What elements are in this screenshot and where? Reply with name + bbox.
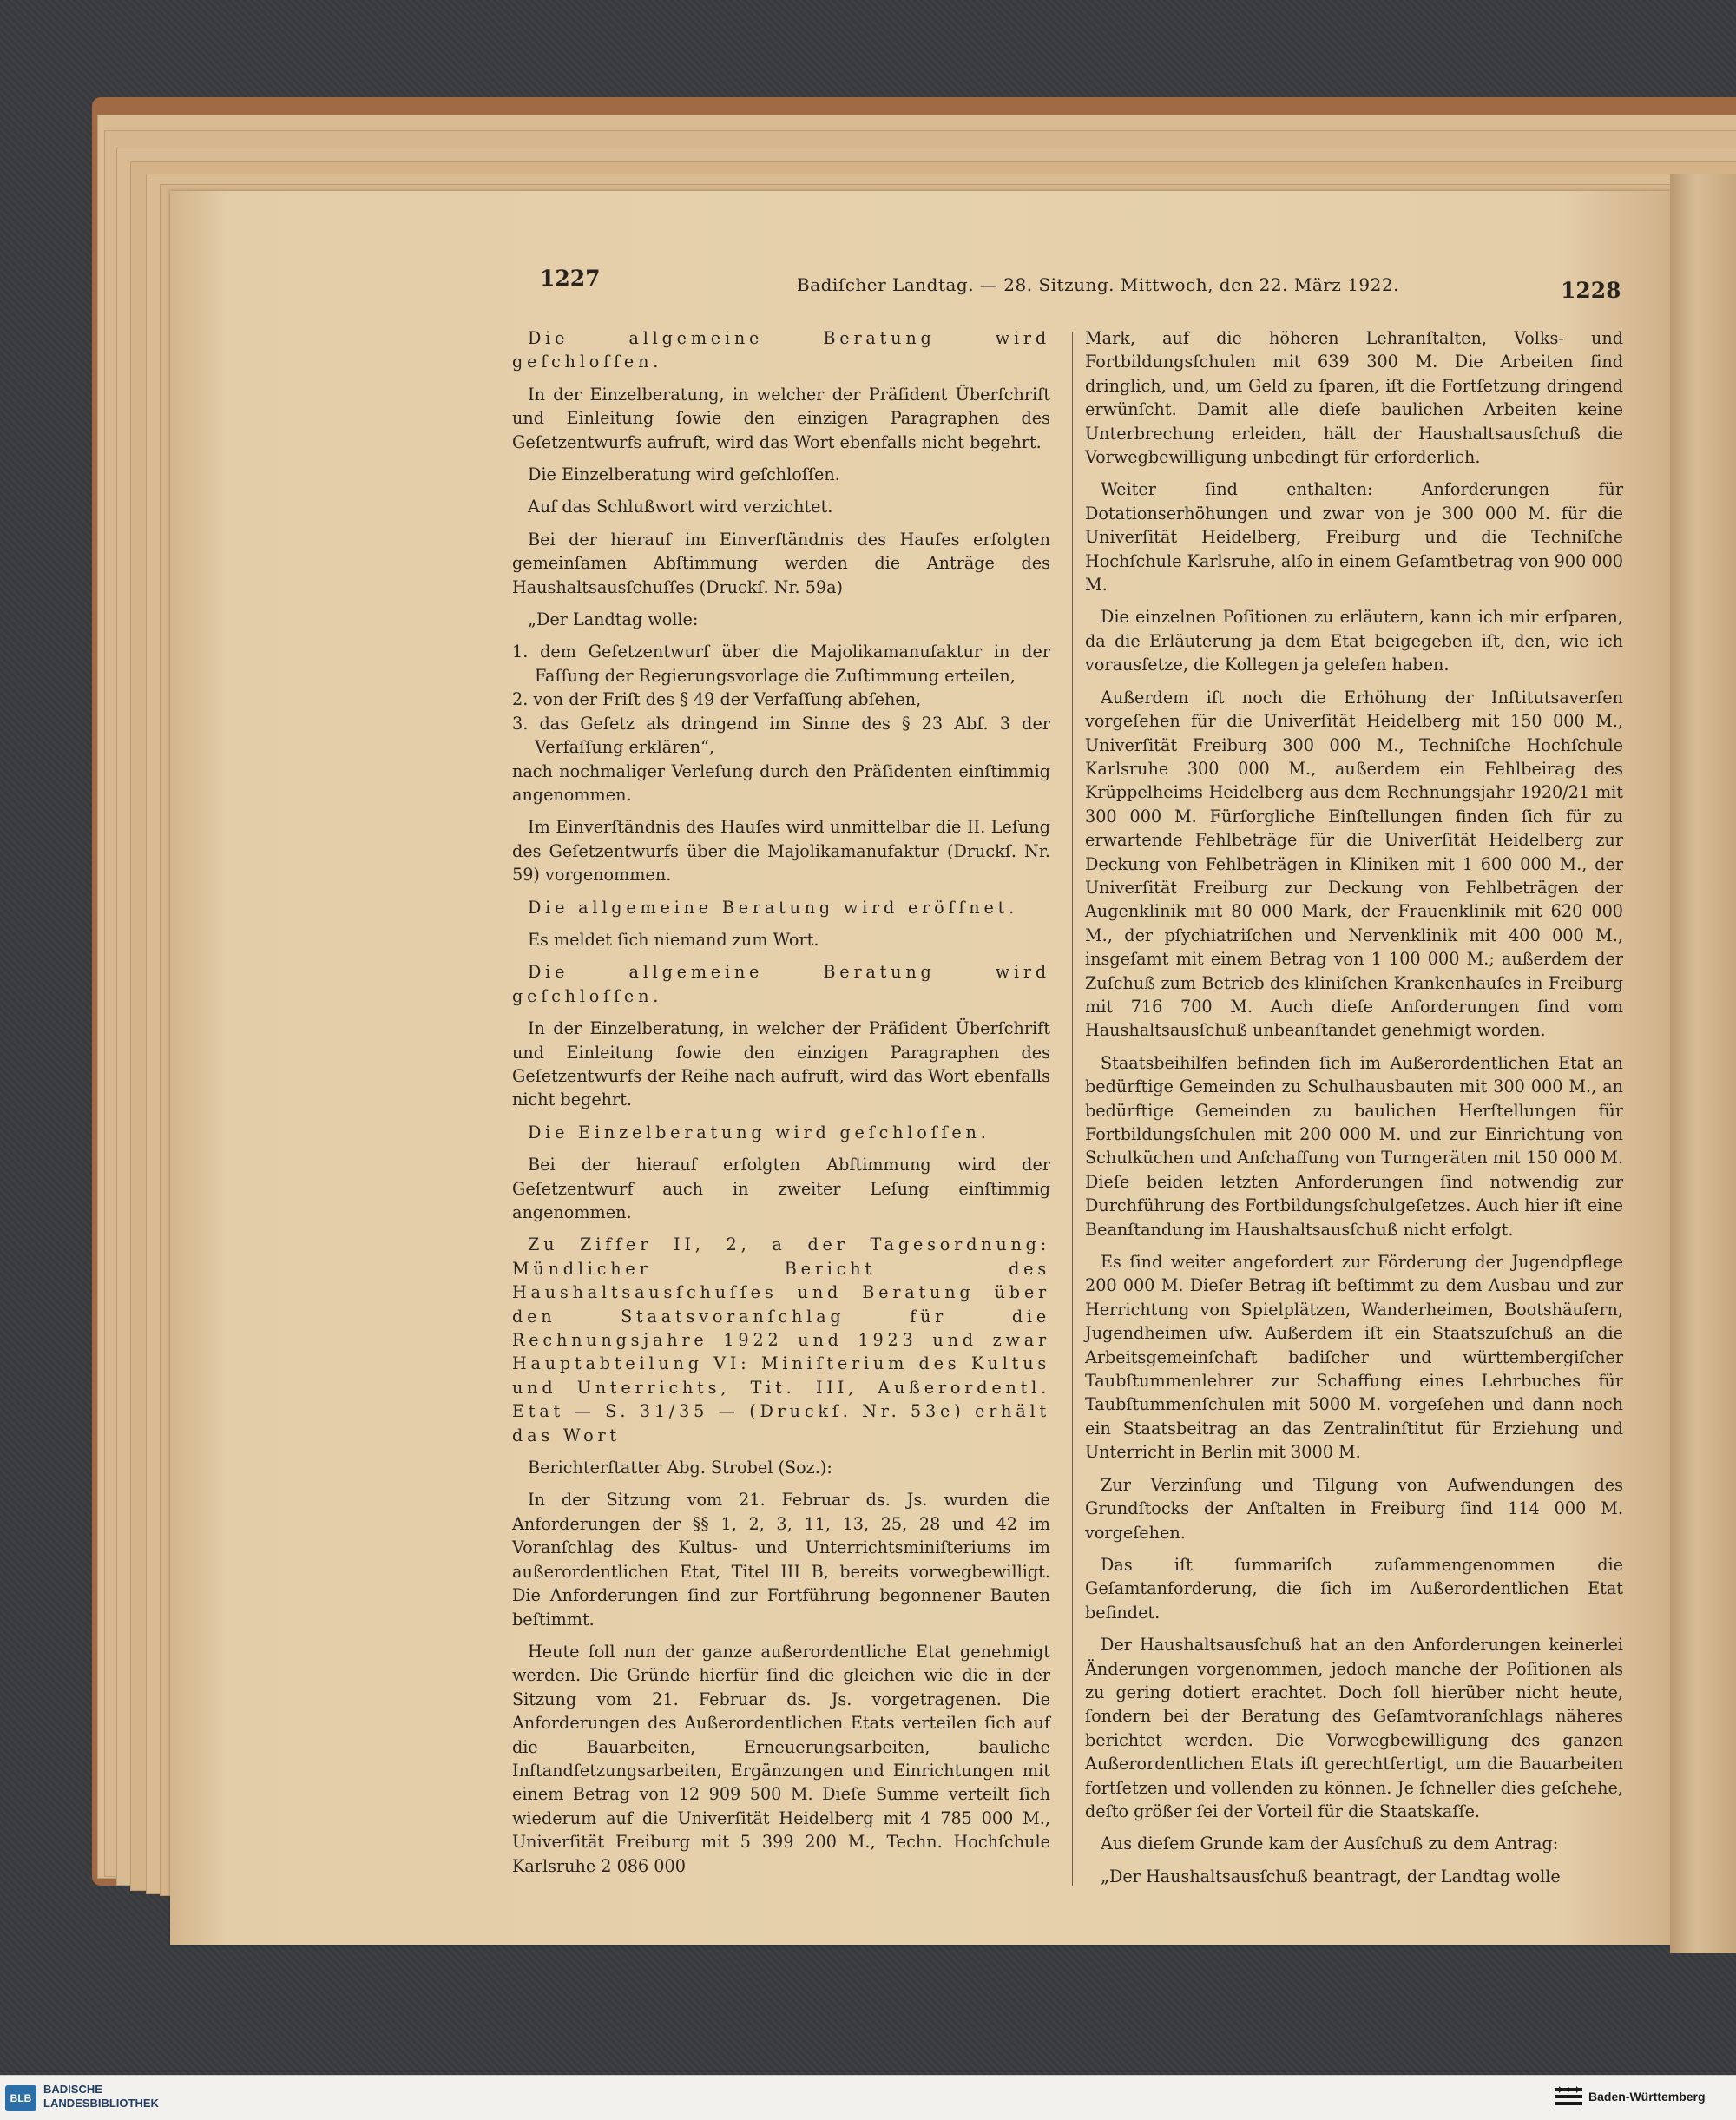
page-number-right: 1228 — [1561, 278, 1621, 303]
left-paragraph: In der Einzelberatung, in welcher der Präſident Überſchrift und Einleitung ſowie den einzigen Paragraphen des Geſetzentwurfs der Reihe nach aufruft, wird das Wort ebenfalls nicht begehrt. — [512, 1018, 1050, 1110]
left-paragraph: Die Einzelberatung wird geſchloſſen. — [528, 464, 840, 485]
left-paragraph: Bei der hierauf erfolgten Abſtimmung wird der Geſetzentwurf auch in zweiter Leſung einſtimmig angenommen. — [512, 1155, 1050, 1222]
page-number-left: 1227 — [540, 266, 601, 291]
left-paragraph: Zu Ziffer II, 2, a der Tagesordnung: Mündlicher Bericht des Haushaltsausſchuſſes und Beratung über den Staatsvoranſchlag für die Rechnungsjahre 1922 und 1923 und zwar Hauptabteilung VI: Miniſterium des Kultus und Unterrichts, Tit. III, Außerordentl. Etat — S. 31/35 — (Druckſ. Nr. 53e) erhält das Wort — [512, 1234, 1050, 1445]
footer-bar — [0, 2075, 1736, 2120]
left-paragraph: Die Einzelberatung wird geſchloſſen. — [528, 1122, 990, 1142]
left-paragraph: „Der Landtag wolle: — [528, 609, 699, 630]
running-head: Badiſcher Landtag. — 28. Sitzung. Mittwoch, den 22. März 1922. — [797, 274, 1399, 295]
right-paragraph: Mark, auf die höheren Lehranſtalten, Volks- und Fortbildungsſchulen mit 639 300 M. Die Arbeiten ſind dringlich, und, um Geld zu ſparen, iſt die Fortſetzung dringend erwünſcht. Damit alle dieſe baulichen Arbeiten keine Unterbrechung erleiden, hält der Haushaltsausſchuß die Vorwegbewilligung unbedingt für erforderlich. — [1085, 328, 1623, 468]
left-paragraph: Es meldet ſich niemand zum Wort. — [528, 929, 819, 950]
left-paragraph: Auf das Schlußwort wird verzichtet. — [528, 497, 833, 517]
left-paragraph: In der Einzelberatung, in welcher der Präſident Überſchrift und Einleitung ſowie den einzigen Paragraphen des Geſetzentwurfs aufruft, wird das Wort ebenfalls nicht begehrt. — [512, 384, 1050, 452]
state-name[interactable]: Baden-Württemberg — [1588, 2090, 1706, 2104]
right-text-column — [1085, 326, 1623, 1897]
right-paragraph: Zur Verzinſung und Tilgung von Aufwendungen des Grundſtocks der Anſtalten in Freiburg ſind 114 000 M. vorgeſehen. — [1085, 1474, 1623, 1543]
left-paragraph: Die allgemeine Beratung wird eröffnet. — [528, 897, 1019, 918]
right-paragraph: Aus dieſem Grunde kam der Ausſchuß zu dem Antrag: — [1101, 1834, 1559, 1854]
state-coat-of-arms-icon — [1554, 2084, 1583, 2110]
right-paragraph: Die einzelnen Poſitionen zu erläutern, kann ich mir erſparen, da die Erläuterung ja dem Etat beigegeben iſt, den, wie ich vorausſetze, die Kollegen ja geleſen haben. — [1085, 607, 1623, 675]
left-paragraph: Heute ſoll nun der ganze außerordentliche Etat genehmigt werden. Die Gründe hierfür ſind die gleichen wie die in der Sitzung vom 21. Februar ds. Js. vorgetragenen. Die Anforderungen des Außerordentlichen Etats verteilen ſich auf die Bauarbeiten, Erneuerungsarbeiten, bauliche Inſtandſetzungsarbeiten, Ergänzungen und Einrichtungen mit einem Betrag von 12 909 500 M. Dieſe Summe verteilt ſich wiederum auf die Univerſität Heidelberg mit 4 785 000 M., Univerſität Freiburg mit 5 399 200 M., Techn. Hochſchule Karlsruhe 2 086 000 — [512, 1641, 1050, 1876]
left-paragraph: Berichterſtatter Abg. Strobel (Soz.): — [528, 1458, 832, 1478]
right-paragraph: Es ſind weiter angefordert zur Förderung der Jugendpflege 200 000 M. Dieſer Betrag iſt beſtimmt zu dem Ausbau und zur Herrichtung von Spielplätzen, Wanderheimen, Bootshäuſern, Jugendheimen uſw. Außerdem iſt ein Staatszuſchuß an die Arbeitsgemeinſchaft badiſcher und württembergiſcher Taubſtummenlehrer zur Schaffung eines Lehrbuches für Taubſtummenſchulen mit 5000 M. vorgeſehen und dann noch ein Staatsbeitrag an das Zentralinſtitut für Erziehung und Unterricht in Berlin mit 3000 M. — [1085, 1252, 1623, 1463]
left-paragraph: Die allgemeine Beratung wird geſchloſſen. — [512, 328, 1050, 372]
left-text-column — [512, 326, 1050, 1886]
left-paragraph: 3. das Geſetz als dringend im Sinne des § 23 Abſ. 3 der Verfaſſung erklären“, — [512, 713, 1050, 758]
blb-library-name[interactable]: BADISCHE LANDESBIBLIOTHEK — [43, 2083, 159, 2110]
right-page-edge — [1670, 174, 1736, 1953]
right-paragraph: Der Haushaltsausſchuß hat an den Anforderungen keinerlei Änderungen vorgenommen, jedoch manche der Poſitionen als zu gering dotiert erachtet. Doch ſoll hierüber nicht heute, ſondern bei der Beratung des Geſamtvoranſchlags näheres berichtet werden. Die Vorwegbewilligung des ganzen Außerordentlichen Etats iſt gerechtfertigt, um die Bauarbeiten fortſetzen und vollenden zu können. Je ſchneller dies geſchehe, deſto größer ſei der Vorteil für die Staatskaſſe. — [1085, 1635, 1623, 1821]
left-paragraph: nach nochmaliger Verleſung durch den Präſidenten einſtimmig angenommen. — [512, 760, 1050, 805]
right-paragraph: Weiter ſind enthalten: Anforderungen für Dotationserhöhungen und zwar von je 300 000 M. für die Univerſität Heidelberg, Freiburg und die Techniſche Hochſchule Karlsruhe, alſo in einem Geſamtbetrag von 900 000 M. — [1085, 479, 1623, 596]
left-paragraph: Bei der hierauf im Einverſtändnis des Hauſes erfolgten gemeinſamen Abſtimmung werden die Anträge des Haushaltsausſchuſſes (Druckſ. Nr. 59a) — [512, 529, 1050, 597]
left-paragraph: In der Sitzung vom 21. Februar ds. Js. wurden die Anforderungen der §§ 1, 2, 3, 11, 13, 25, 28 und 42 im Voranſchlag des Kultus- und Unterrichtsminiſteriums im außerordentlichen Etat, Titel III B, bereits vorwegbewilligt. Die Anforderungen ſind zur Fortführung begonnener Bauten beſtimmt. — [512, 1490, 1050, 1630]
right-paragraph: Das iſt ſummariſch zuſammengenommen die Geſamtanforderung, die ſich im Außerordentlichen Etat befindet. — [1085, 1554, 1623, 1623]
left-paragraph: Die allgemeine Beratung wird geſchloſſen. — [512, 962, 1050, 1006]
left-paragraph: 1. dem Geſetzentwurf über die Majolikamanufaktur in der Faſſung der Regierungsvorlage die Zuſtimmung erteilen, — [512, 642, 1050, 686]
right-paragraph: Staatsbeihilfen befinden ſich im Außerordentlichen Etat an bedürftige Gemeinden zu Schulhausbauten mit 300 000 M., an bedürftige Gemeinden zu baulichen Herſtellungen für Fortbildungsſchulen mit 200 000 M. und zur Einrichtung von Schulküchen und Anſchaffung von Turngeräten mit 150 000 M. Dieſe beiden letzten Anforderungen ſind notwendig zur Durchführung des Fortbildungsſchulgeſetzes. Auch hier iſt eine Beanſtandung im Haushaltsausſchuß nicht erfolgt. — [1085, 1052, 1623, 1240]
left-paragraph: 2. von der Friſt des § 49 der Verfaſſung abſehen, — [512, 689, 922, 710]
left-paragraph: Im Einverſtändnis des Hauſes wird unmittelbar die II. Leſung des Geſetzentwurfs über die Majolikamanufaktur (Druckſ. Nr. 59) vorgenommen. — [512, 817, 1050, 886]
right-paragraph: „Der Haushaltsausſchuß beantragt, der Landtag wolle — [1101, 1866, 1561, 1886]
right-paragraph: Außerdem iſt noch die Erhöhung der Inſtitutsaverſen vorgeſehen für die Univerſität Heidelberg mit 150 000 M., Univerſität Freiburg 300 000 M., Techniſche Hochſchule Karlsruhe 300 000 M., außerdem ein Fehlbeirag des Krüppelheims Heidelberg aus dem Rechnungsjahr 1920/21 mit 300 000 M. Fürſorgliche Einſtellungen finden ſich für zu erwartende Fehlbeträge für die Univerſität Heidelberg zur Deckung von Fehlbeträgen in Kliniken mit 1 600 000 M., der Univerſität Freiburg zur Deckung von Fehlbeträgen der Augenklinik mit 80 000 Mark, der Frauenklinik mit 620 000 M., der pſychiatriſchen und Nervenklinik mit 400 000 M., insgeſamt mit einem Betrag von 1 100 000 M.; außerdem der Zuſchuß zum Betrieb des kliniſchen Krankenhauſes in Freiburg mit 716 700 M. Auch dieſe Anforderungen ſind vom Haushaltsausſchuß unbeanſtandet genehmigt worden. — [1085, 687, 1623, 1041]
column-rule — [1072, 332, 1073, 1886]
blb-logo-badge[interactable]: BLB — [5, 2085, 36, 2111]
